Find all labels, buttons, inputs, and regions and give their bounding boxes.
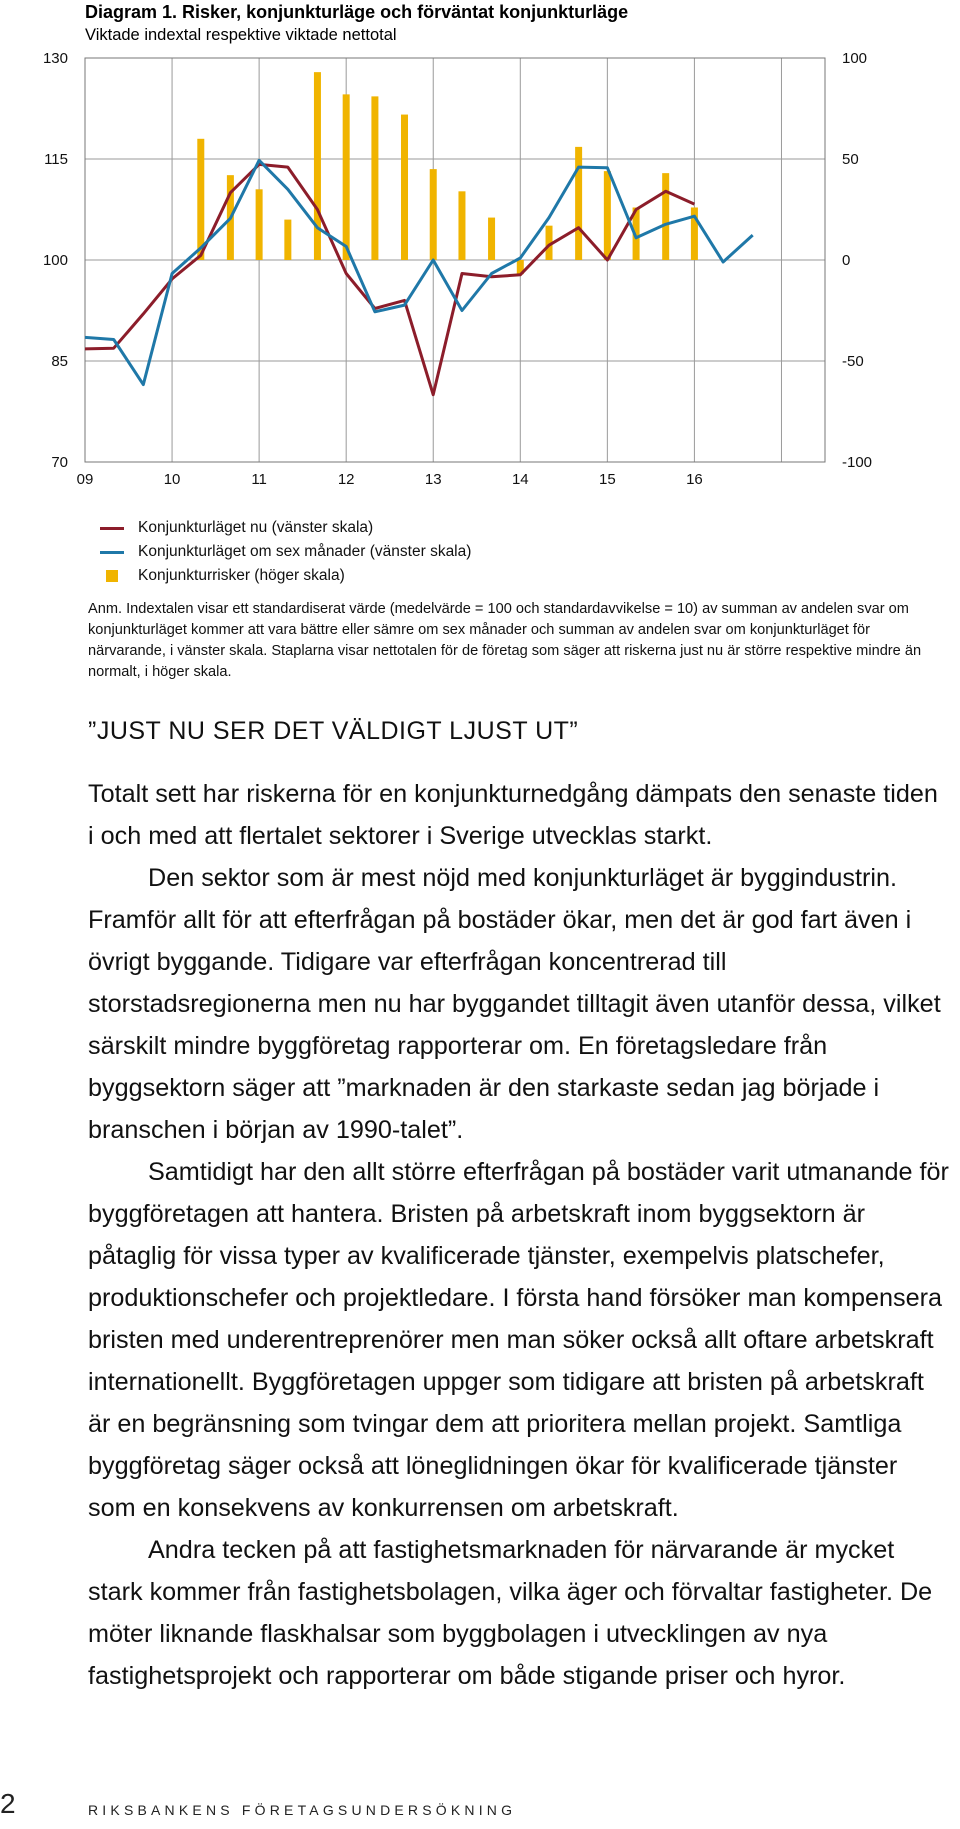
legend-item-six-months	[100, 540, 471, 564]
page-number: 2	[0, 1788, 16, 1819]
bar-konjunkturrisker	[430, 169, 437, 260]
legend-swatch-current	[100, 527, 124, 530]
bar-konjunkturrisker	[458, 191, 465, 260]
body-text	[88, 773, 950, 1697]
paragraph: Totalt sett har riskerna för en konjunkturnedgång dämpats den senaste tiden i och med att flertalet sektorer i Sverige utvecklas starkt.	[88, 780, 938, 850]
paragraph: Andra tecken på att fastighetsmarknaden för närvarande är mycket stark kommer från fastighetsbolagen, vilka äger och förvaltar fastigheter. De möter liknande flaskhalsar som byggbolagen i utvecklingen av nya fastighetsprojekt och rapporterar om både stigande priser och hyror.	[88, 1536, 933, 1690]
y-left-tick-label: 85	[51, 353, 68, 370]
chart-title: Diagram 1. Risker, konjunkturläge och förväntat konjunkturläge	[85, 2, 629, 22]
bar-konjunkturrisker	[343, 94, 350, 260]
x-tick-label: 10	[163, 471, 181, 488]
bar-konjunkturrisker	[488, 218, 495, 260]
bar-konjunkturrisker	[401, 115, 408, 260]
x-tick-label: 12	[337, 471, 355, 488]
x-tick-label: 11	[251, 471, 267, 488]
x-tick-label: 09	[76, 471, 94, 488]
y-right-tick-label: -100	[842, 454, 873, 471]
y-left-tick-label: 70	[51, 454, 68, 471]
x-tick-label: 16	[686, 471, 703, 488]
bar-konjunkturrisker	[575, 147, 582, 260]
legend-swatch-six-months	[100, 551, 124, 554]
legend-swatch-risks	[106, 570, 118, 582]
y-right-tick-label: 100	[842, 50, 868, 67]
y-left-tick-label: 100	[42, 252, 68, 269]
legend-item-risks	[100, 564, 471, 588]
y-left-tick-label: 130	[42, 50, 68, 67]
footer-publication-name: RIKSBANKENS FÖRETAGSUNDERSÖKNING	[88, 1802, 517, 1818]
bar-konjunkturrisker	[197, 139, 204, 260]
y-right-tick-label: -50	[842, 353, 864, 370]
section-heading: ”JUST NU SER DET VÄLDIGT LJUST UT”	[88, 717, 579, 745]
bar-konjunkturrisker	[314, 72, 321, 260]
legend-label-current: Konjunkturläget nu (vänster skala)	[138, 519, 374, 536]
bar-konjunkturrisker	[284, 220, 291, 260]
legend-label-six-months: Konjunkturläget om sex månader (vänster skala)	[138, 543, 472, 560]
y-right-tick-label: 0	[842, 252, 851, 269]
chart-subtitle: Viktade indextal respektive viktade nettotal	[85, 26, 397, 44]
chart-legend	[100, 516, 471, 588]
chart	[0, 0, 960, 500]
legend-label-risks: Konjunkturrisker (höger skala)	[138, 567, 345, 584]
bar-konjunkturrisker	[604, 171, 611, 260]
bar-konjunkturrisker	[256, 189, 263, 260]
y-right-tick-label: 50	[842, 151, 859, 168]
series-line-current	[85, 164, 694, 394]
x-tick-label: 15	[599, 471, 616, 488]
chart-note: Anm. Indextalen visar ett standardiserat värde (medelvärde = 100 och standardavvikelse = 10) av summan av andelen svar om konjunkturläget kommer att vara bättre eller sämre om sex månader och summan av andelen svar om konjunkturläget för närvarande, i vänster skala. Staplarna visar nettotalen för de företag som säger att riskerna just nu är större respektive mindre än normalt, i höger skala.	[88, 601, 922, 680]
x-tick-label: 14	[511, 471, 529, 488]
legend-item-current	[100, 516, 471, 540]
bar-konjunkturrisker	[662, 173, 669, 260]
paragraph: Samtidigt har den allt större efterfrågan på bostäder varit utmanande för byggföretagen att hantera. Bristen på arbetskraft inom byggsektorn är påtaglig för vissa typer av kvalificerade tjänster, exempelvis platschefer, produktionschefer och projektledare. I första hand försöker man kompensera bristen med underentreprenörer men man söker också allt oftare arbetskraft internationellt. Byggföretagen uppger som tidigare att bristen på arbetskraft är en begränsning som tvingar dem att prioritera mellan projekt. Samtliga byggföretag säger också att löneglidningen ökar för kvalificerade tjänster som en konsekvens av konkurrensen om arbetskraft.	[88, 1158, 949, 1522]
bar-konjunkturrisker	[371, 96, 378, 260]
x-tick-label: 13	[424, 471, 442, 488]
paragraph: Den sektor som är mest nöjd med konjunkturläget är byggindustrin. Framför allt för att efterfrågan på bostäder ökar, men det är god fart även i övrigt byggande. Tidigare var efterfrågan koncentrerad till storstadsregionerna men nu har byggandet tilltagit även utanför dessa, vilket särskilt mindre byggföretag rapporterar om. En företagsledare från byggsektorn säger att ”marknaden är den starkaste sedan jag började i branschen i början av 1990-talet”.	[88, 864, 941, 1144]
y-left-tick-label: 115	[44, 151, 68, 168]
